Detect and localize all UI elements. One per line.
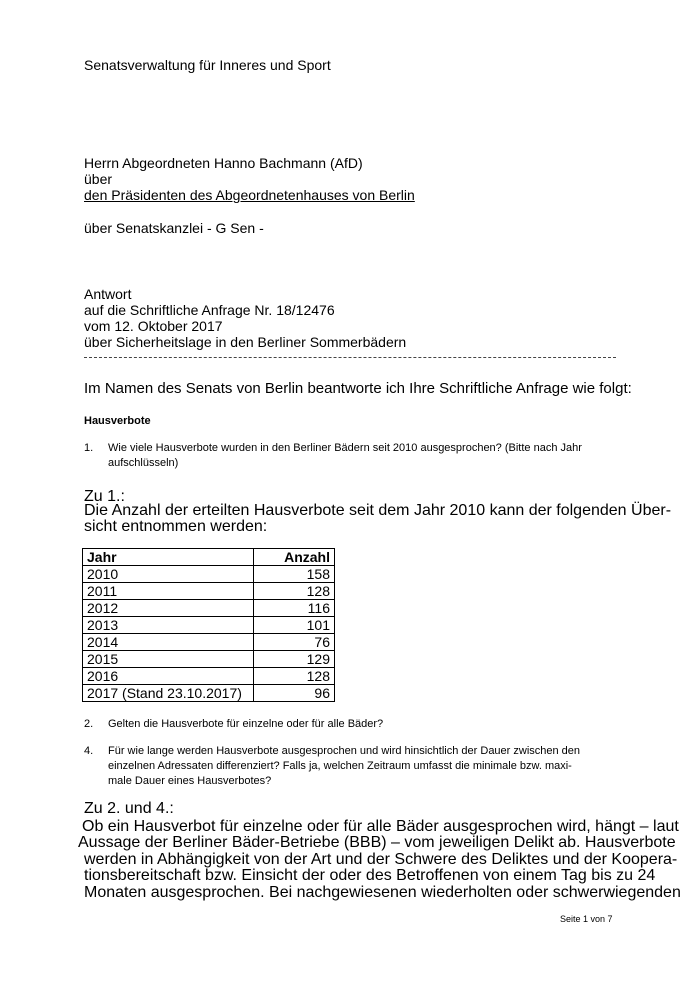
table-cell-year: 2010 bbox=[83, 566, 254, 583]
table-cell-count: 76 bbox=[254, 634, 335, 651]
table-row bbox=[83, 600, 335, 617]
table-row bbox=[83, 668, 335, 685]
section-heading: Hausverbote bbox=[84, 415, 151, 427]
answer-2-4-text-line: tionsbereitschaft bzw. Einsicht der oder des Betroffenen von einem Tag bis zu 24 bbox=[84, 867, 656, 884]
question-1 bbox=[84, 441, 624, 473]
table-cell-year: 2016 bbox=[83, 668, 254, 685]
subject-date: vom 12. Oktober 2017 bbox=[84, 318, 223, 334]
question-4 bbox=[84, 744, 624, 792]
answer-2-4-text-line: Aussage der Berliner Bäder-Betriebe (BBB) – vom jeweiligen Delikt ab. Hausverbote bbox=[78, 834, 676, 851]
question-text-line: male Dauer eines Hausverbotes? bbox=[108, 775, 272, 787]
question-text-line: aufschlüsseln) bbox=[108, 457, 179, 469]
answer-2-4-heading: Zu 2. und 4.: bbox=[84, 800, 174, 817]
answer-1-heading: Zu 1.: bbox=[84, 488, 125, 505]
table-row bbox=[83, 651, 335, 668]
table-cell-count: 129 bbox=[254, 651, 335, 668]
answer-2-4-text-line: werden in Abhängigkeit von der Art und der Schwere des Deliktes und der Koopera- bbox=[84, 851, 678, 868]
question-number: 4. bbox=[84, 745, 94, 757]
question-number: 1. bbox=[84, 442, 94, 454]
question-text-line: Für wie lange werden Hausverbote ausgesprochen und wird hinsichtlich der Dauer zwischen den bbox=[108, 745, 581, 757]
table-header-count: Anzahl bbox=[254, 549, 335, 566]
sender-line: Senatsverwaltung für Inneres und Sport bbox=[84, 57, 331, 73]
question-number: 2. bbox=[84, 718, 94, 730]
table-cell-count: 128 bbox=[254, 668, 335, 685]
table-cell-year: 2011 bbox=[83, 583, 254, 600]
subject-topic: über Sicherheitslage in den Berliner Sommerbädern bbox=[84, 334, 407, 350]
table-row bbox=[83, 617, 335, 634]
table-cell-year: 2013 bbox=[83, 617, 254, 634]
table-row bbox=[83, 685, 335, 702]
table-row bbox=[83, 634, 335, 651]
table-cell-count: 96 bbox=[254, 685, 335, 702]
table-cell-count: 158 bbox=[254, 566, 335, 583]
table-cell-year: 2015 bbox=[83, 651, 254, 668]
answer-1-text-line: sicht entnommen werden: bbox=[84, 518, 268, 535]
page-number: Seite 1 von 7 bbox=[560, 914, 613, 924]
hausverbote-table bbox=[82, 548, 335, 702]
answer-1-text-line: Die Anzahl der erteilten Hausverbote seit dem Jahr 2010 kann der folgenden Über- bbox=[84, 502, 672, 519]
subject-answer: Antwort bbox=[84, 286, 132, 302]
question-2 bbox=[84, 717, 624, 733]
table-cell-year: 2014 bbox=[83, 634, 254, 651]
table-cell-count: 116 bbox=[254, 600, 335, 617]
separator-line bbox=[84, 357, 616, 358]
question-text-line: Gelten die Hausverbote für einzelne oder für alle Bäder? bbox=[108, 718, 384, 730]
table-row bbox=[83, 583, 335, 600]
recipient-name: Herrn Abgeordneten Hanno Bachmann (AfD) bbox=[84, 155, 363, 171]
subject-inquiry-number: auf die Schriftliche Anfrage Nr. 18/12476 bbox=[84, 302, 335, 318]
question-text-line: Wie viele Hausverbote wurden in den Berliner Bädern seit 2010 ausgesprochen? (Bitte nach Jahr bbox=[108, 442, 582, 454]
table-cell-year: 2012 bbox=[83, 600, 254, 617]
table-cell-year: 2017 (Stand 23.10.2017) bbox=[83, 685, 254, 702]
table-cell-count: 128 bbox=[254, 583, 335, 600]
table-cell-count: 101 bbox=[254, 617, 335, 634]
recipient-president: den Präsidenten des Abgeordnetenhauses von Berlin bbox=[84, 187, 415, 203]
intro-text: Im Namen des Senats von Berlin beantworte ich Ihre Schriftliche Anfrage wie folgt: bbox=[84, 380, 632, 397]
question-text-line: einzelnen Adressaten differenziert? Falls ja, welchen Zeitraum umfasst die minimale bzw. maxi- bbox=[108, 760, 572, 772]
table-header-row bbox=[83, 549, 335, 566]
answer-2-4-text-line: Ob ein Hausverbot für einzelne oder für alle Bäder ausgesprochen wird, hängt – laut bbox=[82, 818, 679, 835]
table-row bbox=[83, 566, 335, 583]
recipient-chancellery: über Senatskanzlei - G Sen - bbox=[84, 220, 264, 236]
table-header-year: Jahr bbox=[83, 549, 254, 566]
answer-2-4-text-line: Monaten ausgesprochen. Bei nachgewiesenen wiederholten oder schwerwiegenden bbox=[84, 884, 681, 901]
recipient-via: über bbox=[84, 171, 113, 187]
